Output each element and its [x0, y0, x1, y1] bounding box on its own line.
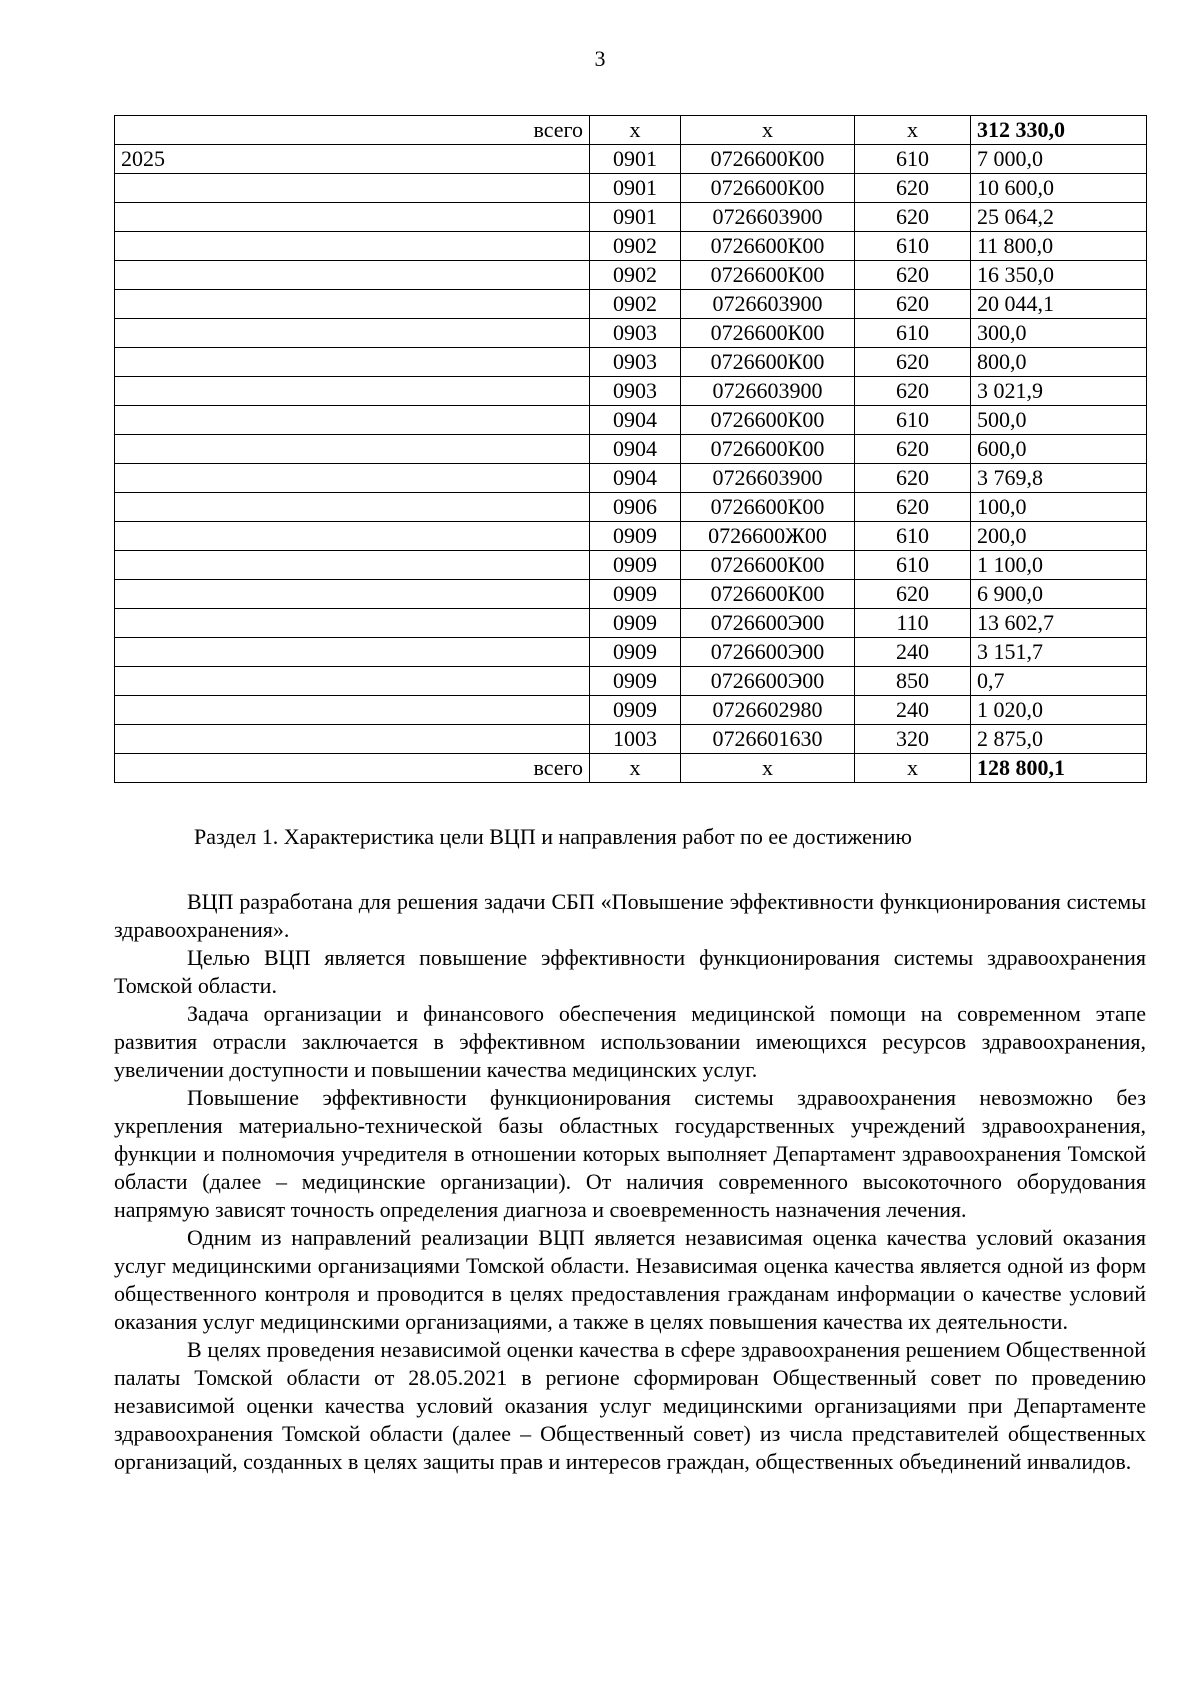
cell-section: 0909: [590, 638, 681, 667]
cell-article: 0726600К00: [681, 319, 855, 348]
cell-label: [115, 203, 590, 232]
cell-sum: 3 151,7: [971, 638, 1147, 667]
cell-section: 0906: [590, 493, 681, 522]
cell-expense-type: 110: [855, 609, 971, 638]
cell-article: 0726603900: [681, 464, 855, 493]
cell-section: 0904: [590, 464, 681, 493]
cell-article: 0726600Э00: [681, 609, 855, 638]
cell-expense-type: 610: [855, 232, 971, 261]
paragraph: ВЦП разработана для решения задачи СБП «Повышение эффективности функционирования системы здравоохранения».: [114, 889, 1146, 942]
cell-expense-type: 240: [855, 696, 971, 725]
cell-section: 0901: [590, 145, 681, 174]
cell-label: [115, 551, 590, 580]
cell-section: 0903: [590, 348, 681, 377]
cell-label: [115, 493, 590, 522]
cell-expense-type: 610: [855, 406, 971, 435]
cell-section: 0903: [590, 319, 681, 348]
cell-label: [115, 580, 590, 609]
cell-label: [115, 638, 590, 667]
cell-section: 0909: [590, 522, 681, 551]
paragraph: В целях проведения независимой оценки качества в сфере здравоохранения решением Общественной палаты Томской области от 28.05.2021 в регионе сформирован Общественный совет по проведению независимой оценки качества условий оказания услуг медицинскими организациями при Департаменте здравоохранения Томской области (далее – Общественный совет) из числа представителей общественных организаций, созданных в целях защиты прав и интересов граждан, общественных объединений инвалидов.: [114, 1337, 1146, 1474]
table-row: [115, 667, 1147, 696]
cell-section: 0909: [590, 696, 681, 725]
cell-expense-type: 620: [855, 203, 971, 232]
cell-sum: 25 064,2: [971, 203, 1147, 232]
cell-expense-type: 620: [855, 377, 971, 406]
cell-expense-type: 620: [855, 261, 971, 290]
table-row: [115, 261, 1147, 290]
cell-expense-type: 620: [855, 348, 971, 377]
cell-label: всего: [115, 754, 590, 783]
cell-article: 0726600Э00: [681, 667, 855, 696]
table-row: [115, 551, 1147, 580]
cell-article: 0726600К00: [681, 551, 855, 580]
cell-section: 0902: [590, 232, 681, 261]
cell-article: 0726600Э00: [681, 638, 855, 667]
cell-article: 0726600К00: [681, 348, 855, 377]
cell-sum: 10 600,0: [971, 174, 1147, 203]
paragraph: Целью ВЦП является повышение эффективности функционирования системы здравоохранения Томской области.: [114, 945, 1146, 998]
cell-expense-type: 620: [855, 493, 971, 522]
cell-section: 0904: [590, 435, 681, 464]
table-total-row: [115, 754, 1147, 783]
cell-sum: 2 875,0: [971, 725, 1147, 754]
cell-label: [115, 232, 590, 261]
cell-label: [115, 319, 590, 348]
cell-sum: 0,7: [971, 667, 1147, 696]
cell-sum: 1 100,0: [971, 551, 1147, 580]
cell-section: 0904: [590, 406, 681, 435]
table-row: [115, 493, 1147, 522]
cell-article: 0726600К00: [681, 261, 855, 290]
cell-expense-type: х: [855, 754, 971, 783]
table-row: [115, 464, 1147, 493]
cell-sum: 20 044,1: [971, 290, 1147, 319]
budget-table: [114, 115, 1147, 783]
cell-sum: 3 769,8: [971, 464, 1147, 493]
cell-section: 0902: [590, 261, 681, 290]
cell-expense-type: 610: [855, 319, 971, 348]
table-row: [115, 203, 1147, 232]
cell-sum: 7 000,0: [971, 145, 1147, 174]
cell-label: [115, 348, 590, 377]
cell-article: 0726600К00: [681, 232, 855, 261]
cell-article: 0726600К00: [681, 435, 855, 464]
cell-label: [115, 522, 590, 551]
cell-section: 0901: [590, 203, 681, 232]
cell-section: х: [590, 116, 681, 145]
cell-expense-type: 320: [855, 725, 971, 754]
table-row: [115, 145, 1147, 174]
section-body: [114, 888, 1146, 1476]
cell-article: 0726603900: [681, 290, 855, 319]
table-row: [115, 406, 1147, 435]
cell-expense-type: 620: [855, 435, 971, 464]
cell-article: х: [681, 754, 855, 783]
cell-article: 0726601630: [681, 725, 855, 754]
cell-expense-type: 620: [855, 464, 971, 493]
cell-expense-type: 620: [855, 580, 971, 609]
table-row: [115, 435, 1147, 464]
cell-section: 1003: [590, 725, 681, 754]
cell-label: всего: [115, 116, 590, 145]
page-number: 3: [594, 46, 606, 71]
budget-table-body: [115, 116, 1147, 783]
cell-label: [115, 725, 590, 754]
cell-sum: 128 800,1: [971, 754, 1147, 783]
cell-expense-type: 610: [855, 522, 971, 551]
paragraph: Повышение эффективности функционирования системы здравоохранения невозможно без укрепления материально-технической базы областных государственных учреждений здравоохранения, функции и полномочия учредителя в отношении которых выполняет Департамент здравоохранения Томской области (далее – медицинские организации). От наличия современного высокоточного оборудования напрямую зависят точность определения диагноза и своевременность назначения лечения.: [114, 1085, 1146, 1222]
cell-sum: 500,0: [971, 406, 1147, 435]
cell-label: [115, 406, 590, 435]
cell-article: 0726600К00: [681, 145, 855, 174]
cell-section: 0903: [590, 377, 681, 406]
cell-sum: 100,0: [971, 493, 1147, 522]
cell-expense-type: 620: [855, 290, 971, 319]
table-row: [115, 638, 1147, 667]
table-row: [115, 725, 1147, 754]
section-title: Раздел 1. Характеристика цели ВЦП и направления работ по ее достижению: [194, 824, 912, 849]
cell-label: [115, 696, 590, 725]
cell-label: [115, 261, 590, 290]
cell-label: [115, 435, 590, 464]
cell-section: х: [590, 754, 681, 783]
cell-article: 0726600К00: [681, 580, 855, 609]
table-row: [115, 232, 1147, 261]
cell-section: 0909: [590, 551, 681, 580]
cell-expense-type: 850: [855, 667, 971, 696]
cell-expense-type: 610: [855, 551, 971, 580]
cell-article: 0726600К00: [681, 174, 855, 203]
cell-sum: 600,0: [971, 435, 1147, 464]
table-row: [115, 290, 1147, 319]
cell-sum: 16 350,0: [971, 261, 1147, 290]
cell-expense-type: х: [855, 116, 971, 145]
cell-sum: 6 900,0: [971, 580, 1147, 609]
table-row: [115, 174, 1147, 203]
cell-section: 0902: [590, 290, 681, 319]
cell-sum: 300,0: [971, 319, 1147, 348]
cell-sum: 200,0: [971, 522, 1147, 551]
table-row: [115, 377, 1147, 406]
table-row: [115, 609, 1147, 638]
cell-sum: 1 020,0: [971, 696, 1147, 725]
cell-article: 0726600К00: [681, 493, 855, 522]
cell-section: 0909: [590, 580, 681, 609]
cell-article: х: [681, 116, 855, 145]
cell-article: 0726600К00: [681, 406, 855, 435]
cell-label: [115, 174, 590, 203]
cell-article: 0726603900: [681, 377, 855, 406]
cell-label: [115, 609, 590, 638]
cell-article: 0726602980: [681, 696, 855, 725]
cell-section: 0909: [590, 609, 681, 638]
cell-section: 0901: [590, 174, 681, 203]
cell-article: 0726603900: [681, 203, 855, 232]
cell-label: [115, 667, 590, 696]
cell-label: 2025: [115, 145, 590, 174]
cell-sum: 11 800,0: [971, 232, 1147, 261]
cell-label: [115, 377, 590, 406]
table-total-row: [115, 116, 1147, 145]
cell-expense-type: 240: [855, 638, 971, 667]
cell-label: [115, 464, 590, 493]
table-row: [115, 522, 1147, 551]
table-row: [115, 696, 1147, 725]
cell-expense-type: 610: [855, 145, 971, 174]
cell-section: 0909: [590, 667, 681, 696]
paragraph: Одним из направлений реализации ВЦП является независимая оценка качества условий оказания услуг медицинскими организациями Томской области. Независимая оценка качества является одной из форм общественного контроля и проводится в целях предоставления гражданам информации о качестве условий оказания услуг медицинскими организациями, а также в целях повышения качества их деятельности.: [114, 1225, 1146, 1334]
cell-label: [115, 290, 590, 319]
cell-expense-type: 620: [855, 174, 971, 203]
cell-sum: 800,0: [971, 348, 1147, 377]
table-row: [115, 319, 1147, 348]
cell-sum: 312 330,0: [971, 116, 1147, 145]
cell-sum: 13 602,7: [971, 609, 1147, 638]
table-row: [115, 580, 1147, 609]
cell-article: 0726600Ж00: [681, 522, 855, 551]
paragraph: Задача организации и финансового обеспечения медицинской помощи на современном этапе развития отрасли заключается в эффективном использовании имеющихся ресурсов здравоохранения, увеличении доступности и повышении качества медицинских услуг.: [114, 1001, 1146, 1082]
cell-sum: 3 021,9: [971, 377, 1147, 406]
table-row: [115, 348, 1147, 377]
